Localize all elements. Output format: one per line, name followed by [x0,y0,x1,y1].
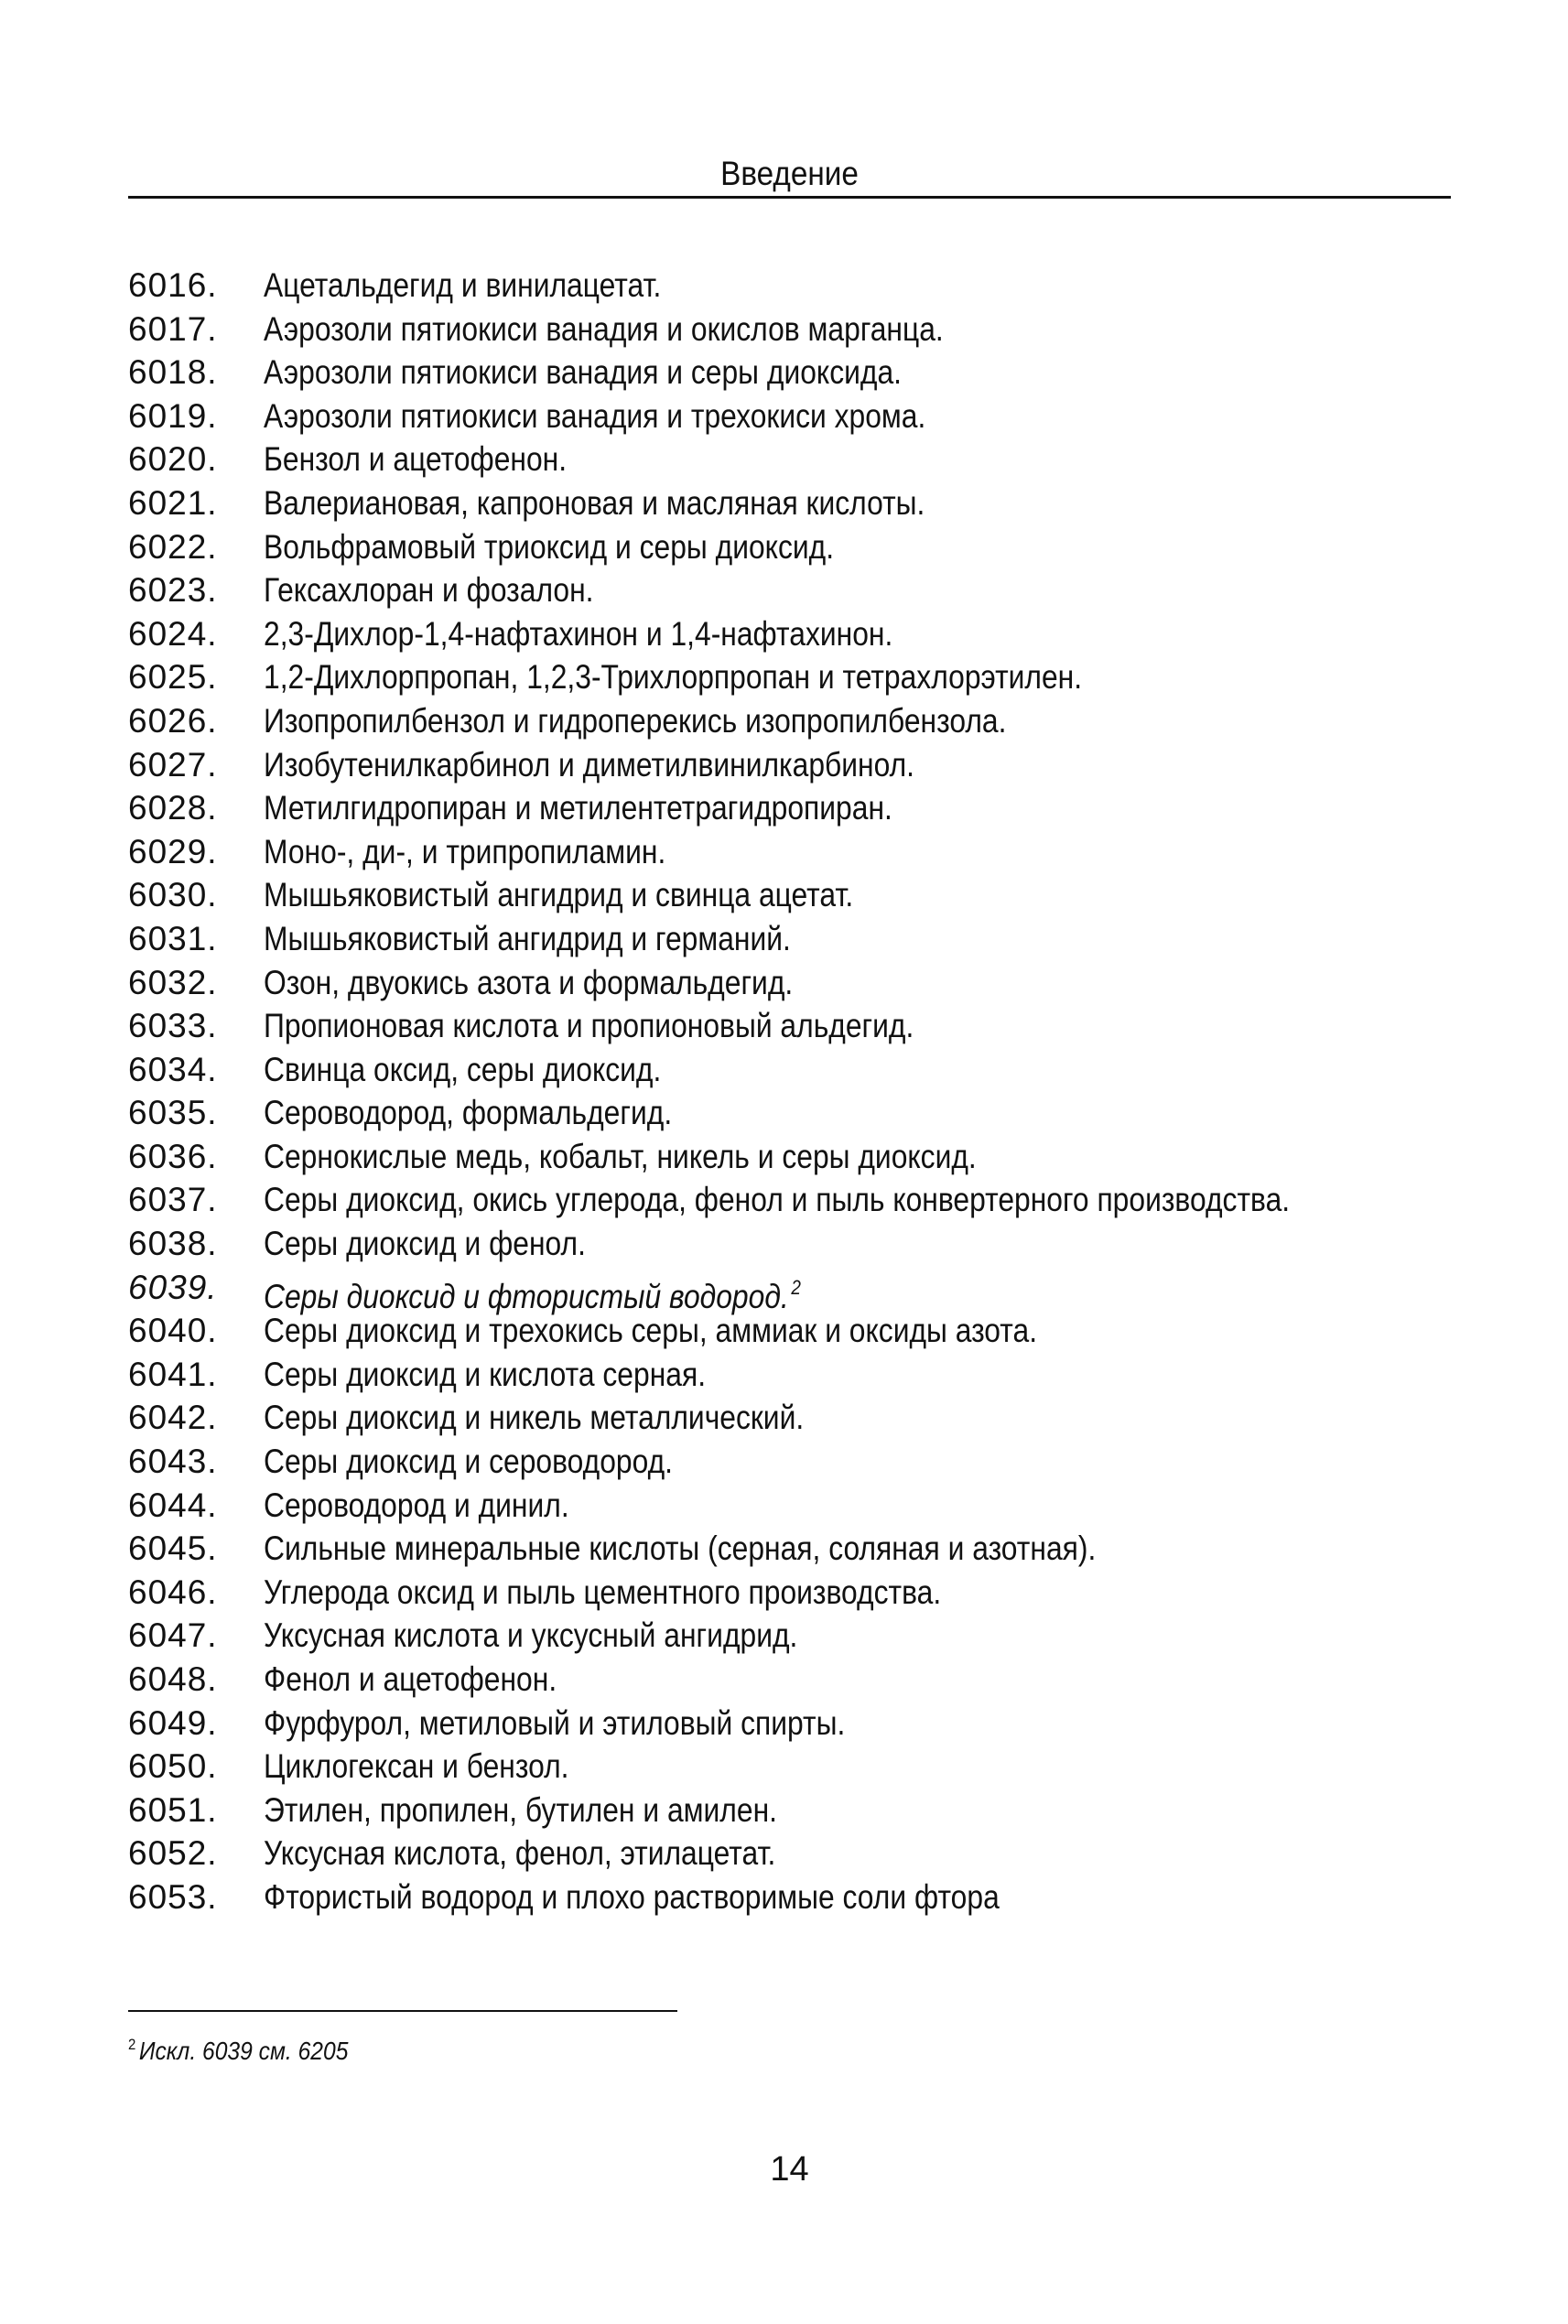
list-item [128,439,1465,483]
entry-number: 6028. [128,789,218,827]
list-item [128,483,1465,527]
entry-number: 6042. [128,1399,218,1437]
list-item [128,1746,1465,1790]
entry-text: 2,3-Дихлор-1,4-нафтахинон и 1,4-нафтахинон. [264,614,893,653]
entry-number: 6022. [128,527,218,566]
entry-text: Пропионовая кислота и пропионовый альдегид. [264,1007,914,1045]
entry-number: 6031. [128,919,218,957]
list-item [128,614,1465,658]
entry-number: 6033. [128,1007,218,1045]
list-item [128,1398,1465,1442]
entry-text: Серы диоксид, окись углерода, фенол и пыль конвертерного производства. [264,1181,1291,1219]
entry-number: 6040. [128,1312,218,1350]
entry-text: Изопропилбензол и гидроперекись изопропилбензола. [264,701,1007,740]
entry-text: Свинца оксид, серы диоксид. [264,1050,662,1088]
list-item [128,1355,1465,1399]
list-item [128,1833,1465,1877]
entry-number: 6020. [128,440,218,479]
list-item [128,1050,1465,1094]
entry-text-content: Серы диоксид и фтористый водород. [264,1277,789,1315]
list-item [128,1006,1465,1050]
entry-number: 6053. [128,1877,218,1916]
entry-number: 6036. [128,1137,218,1175]
entry-text: Сернокислые медь, кобальт, никель и серы диоксид. [264,1137,977,1175]
entry-text: Моно-, ди-, и трипропиламин. [264,832,666,870]
entry-number: 6047. [128,1616,218,1655]
entry-text: Серы диоксид и фенол. [264,1225,586,1263]
list-item [128,1790,1465,1834]
header-divider [128,196,1451,199]
list-item [128,527,1465,571]
entry-number: 6032. [128,963,218,1001]
entry-number: 6038. [128,1225,218,1263]
footnote-divider [128,2010,677,2012]
entry-text: Сероводород, формальдегид. [264,1094,673,1132]
list-item [128,1616,1465,1659]
list-item [128,1877,1465,1921]
entry-text: Ацетальдегид и винилацетат. [264,266,662,304]
list-item [128,570,1465,614]
entry-text: 1,2-Дихлорпропан, 1,2,3-Трихлорпропан и тетрахлорэтилен. [264,658,1083,697]
entry-number: 6046. [128,1573,218,1611]
entry-number: 6030. [128,876,218,914]
entry-number: 6039. [128,1268,218,1306]
list-item [128,657,1465,701]
entry-list [128,265,1465,1921]
entry-text: Серы диоксид и кислота серная. [264,1355,707,1393]
entry-number: 6023. [128,571,218,610]
entry-text: Валериановая, капроновая и масляная кислоты. [264,483,925,522]
list-item [128,352,1465,396]
list-item [128,1224,1465,1268]
list-item [128,1659,1465,1703]
entry-text: Циклогексан и бензол. [264,1747,569,1786]
entry-text: Аэрозоли пятиокиси ванадия и серы диоксида. [264,353,903,392]
entry-number: 6019. [128,396,218,435]
entry-text: Мышьяковистый ангидрид и германий. [264,919,791,957]
entry-text: Серы диоксид и сероводород. [264,1443,674,1481]
entry-number: 6050. [128,1747,218,1786]
entry-text: Аэрозоли пятиокиси ванадия и окислов марганца. [264,309,944,348]
list-item [128,1180,1465,1224]
footnote-text: Искл. 6039 см. 6205 [138,2037,349,2065]
entry-text: Сероводород и динил. [264,1486,569,1524]
list-item [128,832,1465,876]
entry-text: Озон, двуокись азота и формальдегид. [264,963,794,1001]
entry-text: Этилен, пропилен, бутилен и амилен. [264,1790,777,1829]
entry-text: Серы диоксид и трехокись серы, аммиак и оксиды азота. [264,1312,1038,1350]
entry-text: Метилгидропиран и метилентетрагидропиран. [264,789,892,827]
entry-text: Вольфрамовый триоксид и серы диоксид. [264,527,835,566]
entry-number: 6027. [128,745,218,784]
list-item [128,1311,1465,1355]
entry-text: Уксусная кислота и уксусный ангидрид. [264,1616,798,1655]
entry-number: 6045. [128,1530,218,1568]
list-item [128,1268,1465,1315]
list-item [128,963,1465,1007]
list-item [128,919,1465,963]
entry-number: 6041. [128,1355,218,1393]
list-item [128,745,1465,789]
entry-text: Фурфурол, метиловый и этиловый спирты. [264,1703,846,1742]
list-item [128,701,1465,745]
list-item [128,309,1465,353]
entry-text: Углерода оксид и пыль цементного производства. [264,1573,942,1611]
footnote-mark: 2 [128,2036,136,2053]
entry-text: Серы диоксид и никель металлический. [264,1399,805,1437]
entry-text: Гексахлоран и фозалон. [264,571,594,610]
page-number: 14 [770,2150,809,2189]
list-item [128,1529,1465,1573]
list-item [128,1703,1465,1747]
footnote [128,2029,348,2067]
footnote-reference: 2 [791,1275,801,1299]
entry-text: Сильные минеральные кислоты (серная, соляная и азотная). [264,1530,1097,1568]
entry-number: 6026. [128,701,218,740]
entry-number: 6029. [128,832,218,870]
entry-text: Мышьяковистый ангидрид и свинца ацетат. [264,876,854,914]
entry-number: 6052. [128,1834,218,1873]
entry-text: Бензол и ацетофенон. [264,440,568,479]
entry-text: Фенол и ацетофенон. [264,1660,557,1698]
entry-number: 6034. [128,1050,218,1088]
list-item [128,1573,1465,1616]
entry-text: Изобутенилкарбинол и диметилвинилкарбинол. [264,745,915,784]
list-item [128,265,1465,309]
entry-number: 6024. [128,614,218,653]
list-item [128,1093,1465,1137]
entry-number: 6016. [128,266,218,304]
entry-number: 6021. [128,483,218,522]
entry-text: Фтористый водород и плохо растворимые соли фтора [264,1877,1000,1916]
entry-number: 6035. [128,1094,218,1132]
entry-number: 6037. [128,1181,218,1219]
entry-number: 6018. [128,353,218,392]
list-item [128,1137,1465,1181]
entry-text [264,1268,801,1317]
list-item [128,1442,1465,1486]
list-item [128,788,1465,832]
list-item [128,396,1465,440]
entry-number: 6048. [128,1660,218,1698]
entry-number: 6025. [128,658,218,697]
page-header-title: Введение [720,155,859,192]
entry-number: 6017. [128,309,218,348]
entry-number: 6044. [128,1486,218,1524]
list-item [128,1486,1465,1530]
entry-number: 6049. [128,1703,218,1742]
list-item [128,875,1465,919]
entry-number: 6043. [128,1443,218,1481]
entry-text: Аэрозоли пятиокиси ванадия и трехокиси хрома. [264,396,926,435]
entry-text: Уксусная кислота, фенол, этилацетат. [264,1834,776,1873]
entry-number: 6051. [128,1790,218,1829]
